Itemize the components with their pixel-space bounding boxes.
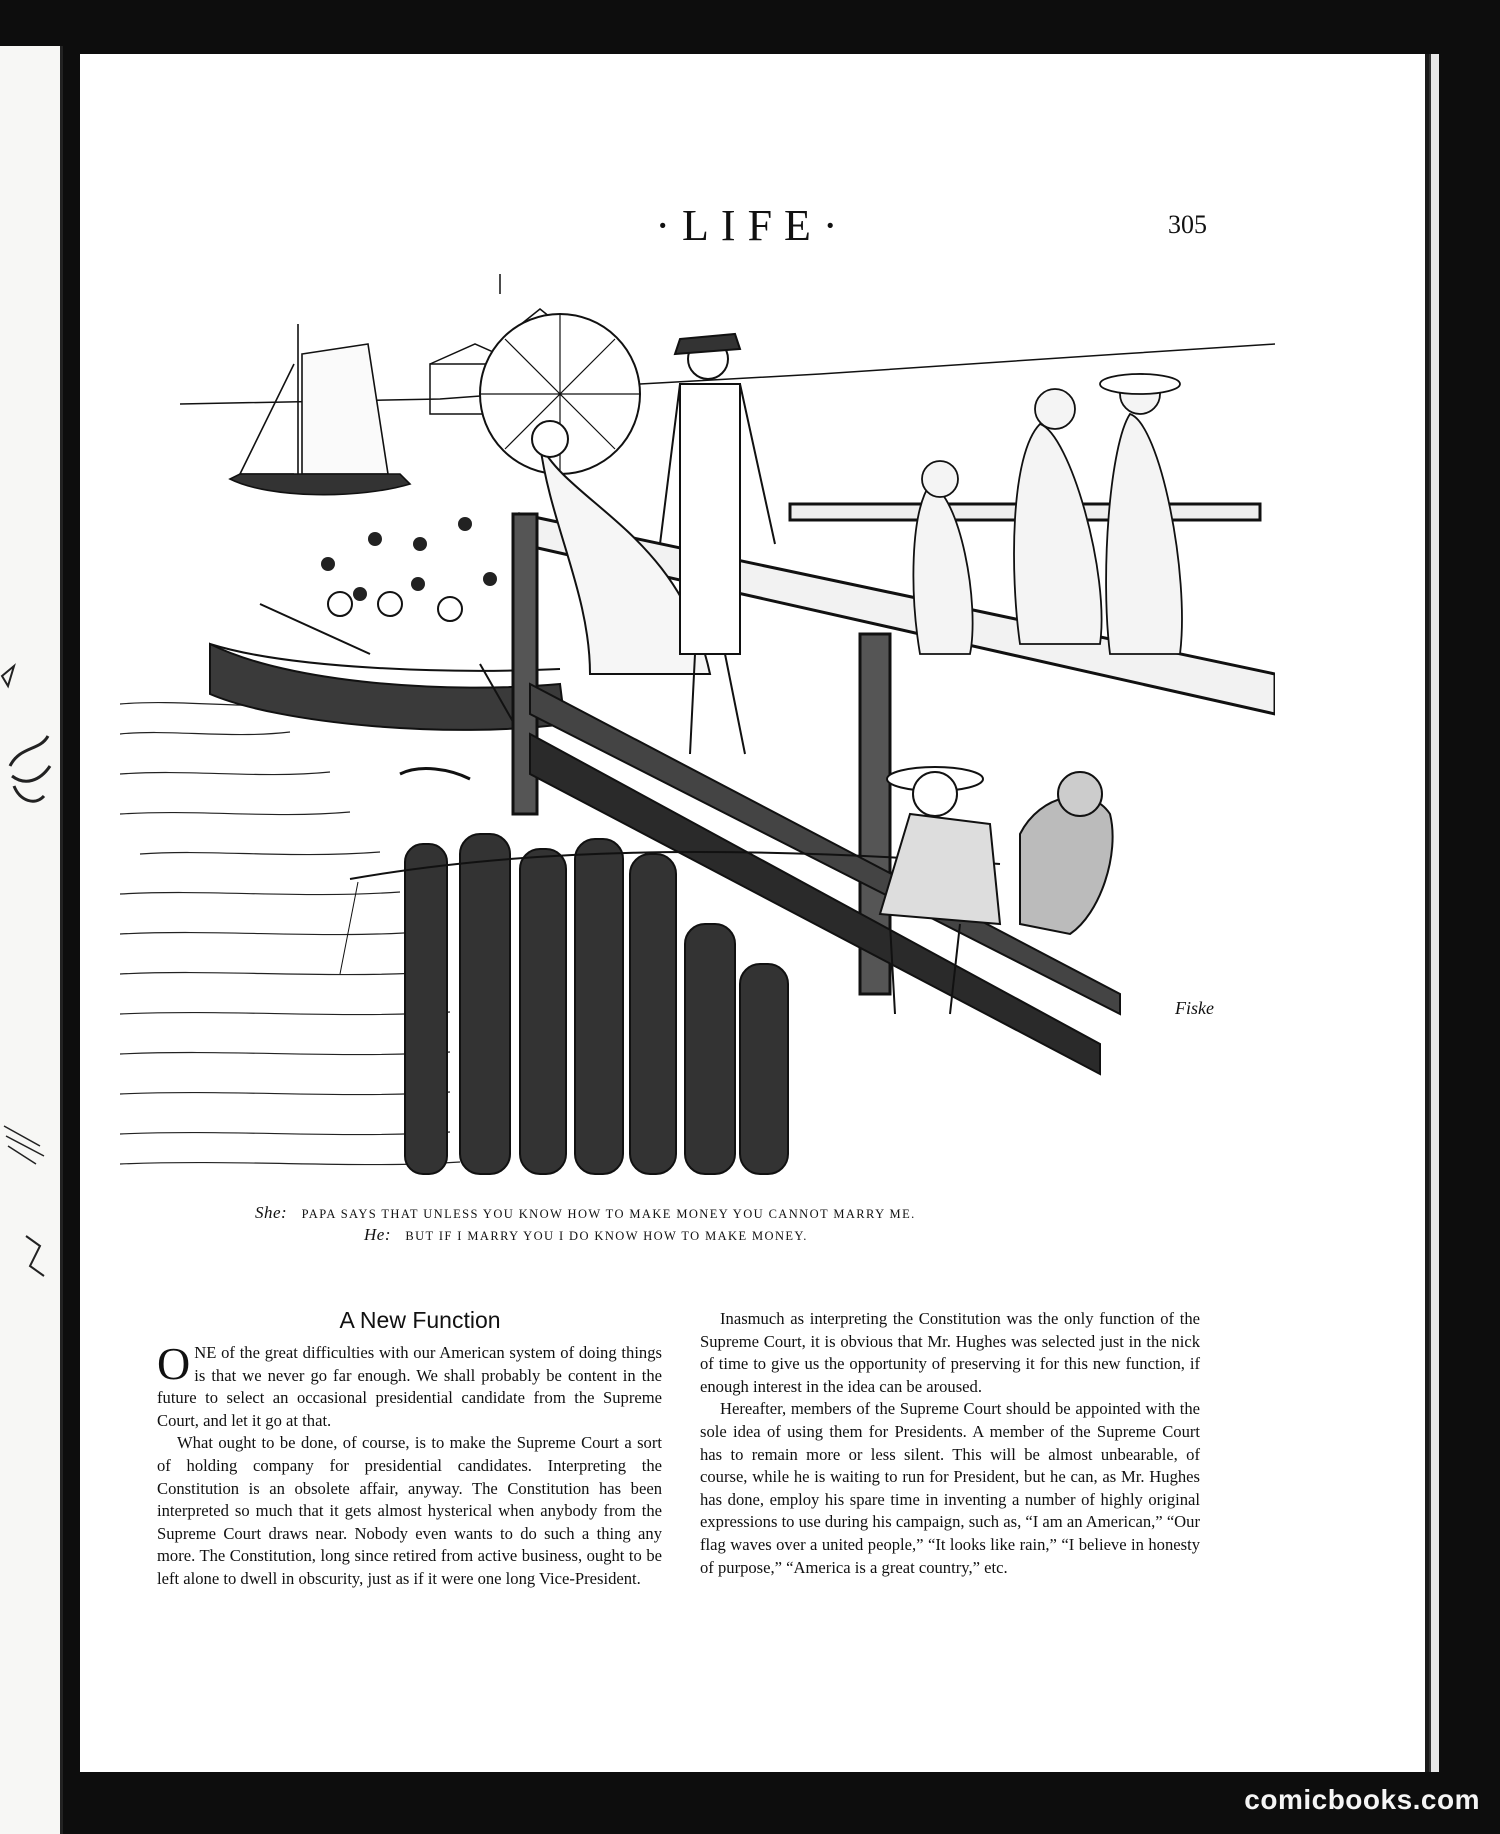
floating-swimmer (400, 769, 470, 779)
watermark-text: comicbooks.com (1244, 1784, 1480, 1815)
facing-page-drawing-fragment (0, 1226, 56, 1286)
article-paragraph-2: What ought to be done, of course, is to make the Supreme Court a sort of holding company for presidential candidates. Interpreting the Constitution is an obsolete affair, anyway. The Constitution has been interpreted so much that it gets almost hysterical when anybody from the Supreme Court draws near. Nobody even wants to do such a thing any more. The Constitution, long since retired from active business, ought to be left alone to dwell in obscurity, just as if it were one long Vice-President. (157, 1433, 662, 1588)
page-edge-shadow (1429, 54, 1439, 1772)
cartoon-illustration (120, 274, 1275, 1179)
article-title: A New Function (339, 1307, 501, 1333)
caption-text-she: PAPA SAYS THAT UNLESS YOU KNOW HOW TO MAKE MONEY YOU CANNOT MARRY ME. (301, 1207, 916, 1221)
facing-page-drawing-fragment (0, 706, 56, 826)
article-paragraph-1-text: NE of the great difficulties with our American system of doing things is that we never go far enough. We shall probably be content in the future to select an occasional presidential candidate from the Supreme Court, and let it go at that. (157, 1343, 662, 1430)
article-left-column (157, 1338, 662, 1591)
fishing-line (340, 882, 358, 974)
page-number: 305 (1168, 210, 1207, 239)
caption-line-he (364, 1225, 808, 1245)
caption-line-she (255, 1203, 916, 1223)
article-paragraph-1 (157, 1338, 662, 1432)
beach-pier-illustration-icon (120, 274, 1275, 1179)
artist-signature: Fiske (1175, 998, 1214, 1018)
crowd-of-children (913, 374, 1182, 654)
facing-page-drawing-fragment (0, 1106, 56, 1196)
pier-pilings (405, 834, 788, 1174)
magazine-page (80, 54, 1429, 1772)
masthead-title: ·LIFE· (655, 201, 850, 250)
drop-cap: O (157, 1338, 191, 1389)
article-right-column (700, 1308, 1200, 1579)
article-paragraph-4: Hereafter, members of the Supreme Court should be appointed with the sole idea of using them for Presidents. A member of the Supreme Court has to remain more or less silent. This will be almost unbearable, of course, while he is waiting to run for President, but he can, as Mr. Hughes has done, employ his spare time in inventing a number of highly original expressions to use during his campaign, such as, “I am an American,” “Our flag waves over a united people,” “It looks like rain,” “I believe in honesty of purpose,” “America is a great country,” etc. (700, 1399, 1200, 1577)
caption-speaker-he: He: (364, 1225, 391, 1244)
caption-speaker-she: She: (255, 1203, 288, 1222)
article-paragraph-3: Inasmuch as interpreting the Constitution was the only function of the Supreme Court, it is obvious that Mr. Hughes was selected just in the nick of time to give us the opportunity of preserving it for this new function, if enough interest in the idea can be aroused. (700, 1309, 1200, 1396)
caption-text-he: BUT IF I MARRY YOU I DO KNOW HOW TO MAKE MONEY. (405, 1229, 808, 1243)
swimmers (321, 517, 497, 601)
facing-page-edge (0, 46, 63, 1834)
sailboat (230, 324, 410, 495)
